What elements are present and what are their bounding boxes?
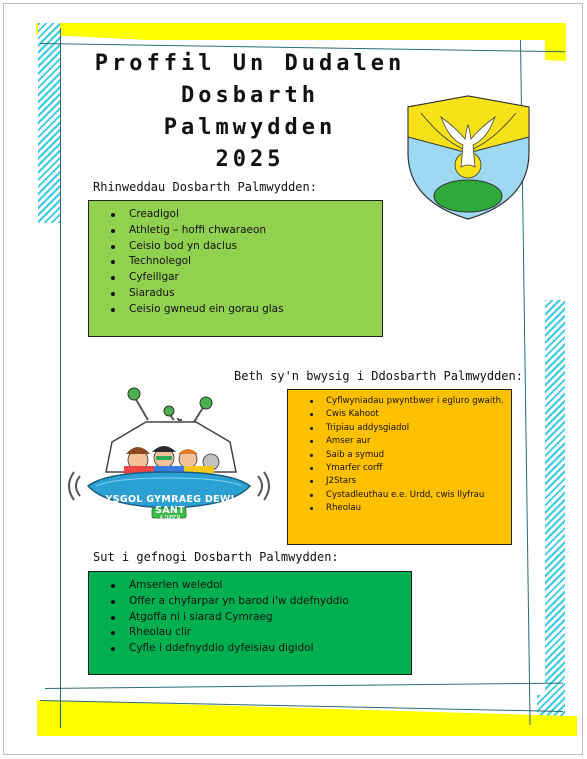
school-crest-dove-icon [405,93,532,221]
logo-subtitle: 4 DIBEN [159,515,181,521]
qualities-box [88,200,383,337]
page-title [60,48,440,176]
list-item: Siaradus [129,286,382,302]
list-item: Rheolau clir [129,625,411,641]
list-item: Cwis Kahoot [326,408,511,421]
list-item: Cyfle i ddefnyddio dyfeisiau digidol [129,641,411,657]
list-item: Cyflwyniadau pwyntbwer i egluro gwaith. [326,395,511,408]
list-item: Tripiau addysgiadol [326,422,511,435]
list-item: Ceisio gwneud ein gorau glas [129,302,382,318]
list-item: Saib a symud [326,449,511,462]
important-list [288,395,511,516]
list-item: Rheolau [326,502,511,515]
qualities-list [89,207,382,318]
list-item: Atgoffa ni i siarad Cymraeg [129,610,411,626]
left-stripe-decoration [38,23,60,223]
list-item: Creadigol [129,207,382,223]
title-line-1: Proffil Un Dudalen [94,51,406,76]
support-box [88,571,412,675]
title-line-3: Palmwydden [163,115,337,140]
logo-school-name: YSGOL GYMRAEG DEWI SANT [105,494,235,516]
section-support-heading: Sut i gefnogi Dosbarth Palmwydden: [93,550,339,564]
list-item: Offer a chyfarpar yn barod i'w ddefnyddio [129,594,411,610]
list-item: Athletig – hoffi chwaraeon [129,223,382,239]
list-item: Cystadleuthau e.e. Urdd, cwis llyfrau [326,489,511,502]
list-item: Ceisio bod yn daclus [129,239,382,255]
list-item: Technolegol [129,254,382,270]
important-box [287,389,512,545]
list-item: Cyfeillgar [129,270,382,286]
list-item: Amser aur [326,435,511,448]
section-qualities-heading: Rhinweddau Dosbarth Palmwydden: [93,180,317,194]
section-important-heading: Beth sy'n bwysig i Ddosbarth Palmwydden: [234,369,523,383]
list-item: J2Stars [326,475,511,488]
list-item: Amserlen weledol [129,578,411,594]
list-item: Ymarfer corff [326,462,511,475]
support-list [89,578,411,657]
title-line-4: 2025 [215,147,285,172]
title-line-2: Dosbarth [181,83,319,108]
